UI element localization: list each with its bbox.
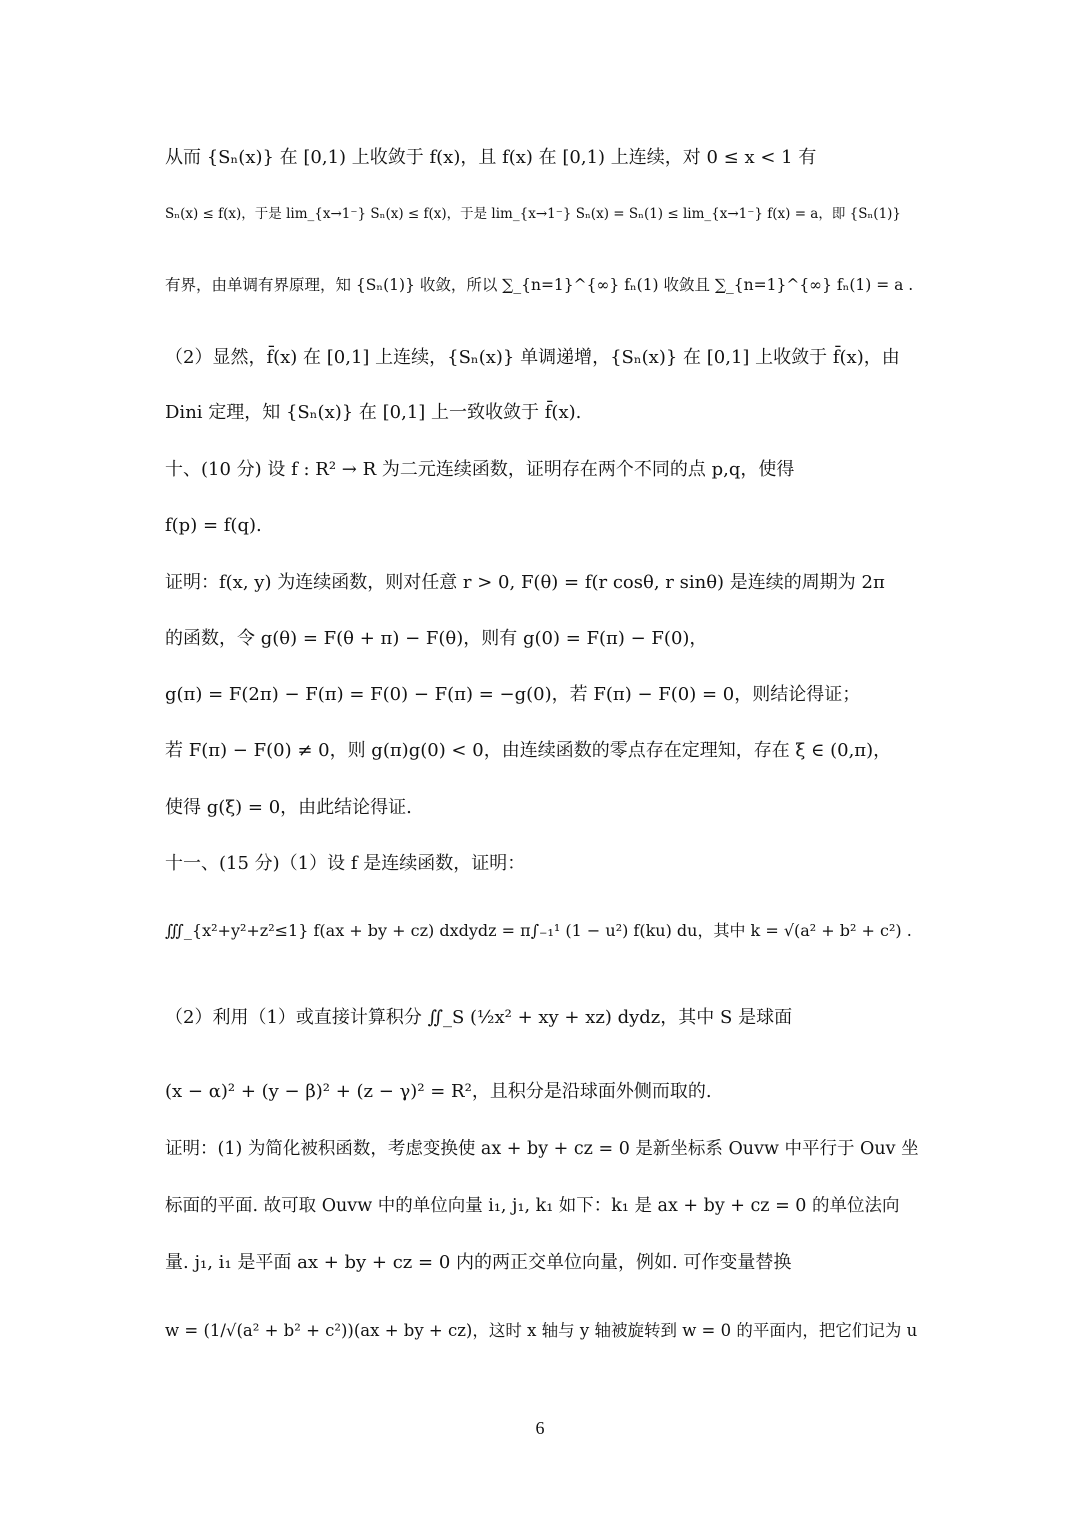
text-line-5: Dini 定理，知 {Sₙ(x)} 在 [0,1] 上一致收敛于 f̄(x). bbox=[165, 402, 582, 423]
question-2-line-1: （2）利用（1）或直接计算积分 ∬_S (½x² + xy + xz) dydz，其中 S 是球面 bbox=[165, 1007, 793, 1028]
section-eleven-heading: 十一、(15 分)（1）设 f 是连续函数，证明： bbox=[165, 853, 526, 874]
proof-line-2: 的函数，令 g(θ) = F(θ + π) − F(θ)，则有 g(0) = F(π) − F(0)， bbox=[165, 628, 708, 649]
proof-2-line-1: 证明：(1) 为简化被积函数，考虑变换使 ax + by + cz = 0 是新坐标系 Ouvw 中平行于 Ouv 坐 bbox=[165, 1139, 919, 1159]
text-line-2: Sₙ(x) ≤ f(x)，于是 lim_{x→1⁻} Sₙ(x) ≤ f(x)，于是 lim_{x→1⁻} Sₙ(x) = Sₙ(1) ≤ lim_{x→1⁻} f(x) = a，即 {Sₙ(1)} bbox=[165, 206, 902, 222]
proof-line-1: 证明：f(x, y) 为连续函数，则对任意 r > 0, F(θ) = f(r cosθ, r sinθ) 是连续的周期为 2π bbox=[165, 572, 885, 593]
text-line-7: f(p) = f(q). bbox=[165, 515, 262, 536]
proof-2-line-4: w = (1/√(a² + b² + c²))(ax + by + cz)，这时 x 轴与 y 轴被旋转到 w = 0 的平面内，把它们记为 u bbox=[165, 1321, 918, 1340]
section-ten-heading: 十、(10 分) 设 f : R² → R 为二元连续函数，证明存在两个不同的点 p,q，使得 bbox=[165, 459, 795, 480]
proof-line-5: 使得 g(ξ) = 0，由此结论得证. bbox=[165, 797, 412, 818]
question-2-line-2: (x − α)² + (y − β)² + (z − γ)² = R²，且积分是沿球面外侧而取的. bbox=[165, 1081, 712, 1102]
proof-line-3: g(π) = F(2π) − F(π) = F(0) − F(π) = −g(0)，若 F(π) − F(0) = 0，则结论得证； bbox=[165, 684, 861, 705]
page-number: 6 bbox=[535, 1418, 545, 1438]
text-line-3: 有界，由单调有界原理，知 {Sₙ(1)} 收敛，所以 ∑_{n=1}^{∞} fₙ(1) 收敛且 ∑_{n=1}^{∞} fₙ(1) = a . bbox=[165, 276, 914, 294]
proof-2-line-2: 标面的平面. 故可取 Ouvw 中的单位向量 i₁, j₁, k₁ 如下：k₁ 是 ax + by + cz = 0 的单位法向 bbox=[165, 1196, 900, 1216]
proof-line-4: 若 F(π) − F(0) ≠ 0，则 g(π)g(0) < 0，由连续函数的零点存在定理知，存在 ξ ∈ (0,π)， bbox=[165, 740, 892, 761]
proof-2-line-3: 量. j₁, i₁ 是平面 ax + by + cz = 0 内的两正交单位向量，例如. 可作变量替换 bbox=[165, 1252, 792, 1273]
triple-integral-equation: ∭_{x²+y²+z²≤1} f(ax + by + cz) dxdydz = π∫₋₁¹ (1 − u²) f(ku) du，其中 k = √(a² + b² + c²) . bbox=[165, 921, 912, 940]
text-line-4: （2）显然，f̄(x) 在 [0,1] 上连续，{Sₙ(x)} 单调递增，{Sₙ(x)} 在 [0,1] 上收敛于 f̄(x)，由 bbox=[165, 347, 900, 368]
text-line-1: 从而 {Sₙ(x)} 在 [0,1) 上收敛于 f(x)，且 f(x) 在 [0,1) 上连续，对 0 ≤ x < 1 有 bbox=[165, 147, 817, 168]
